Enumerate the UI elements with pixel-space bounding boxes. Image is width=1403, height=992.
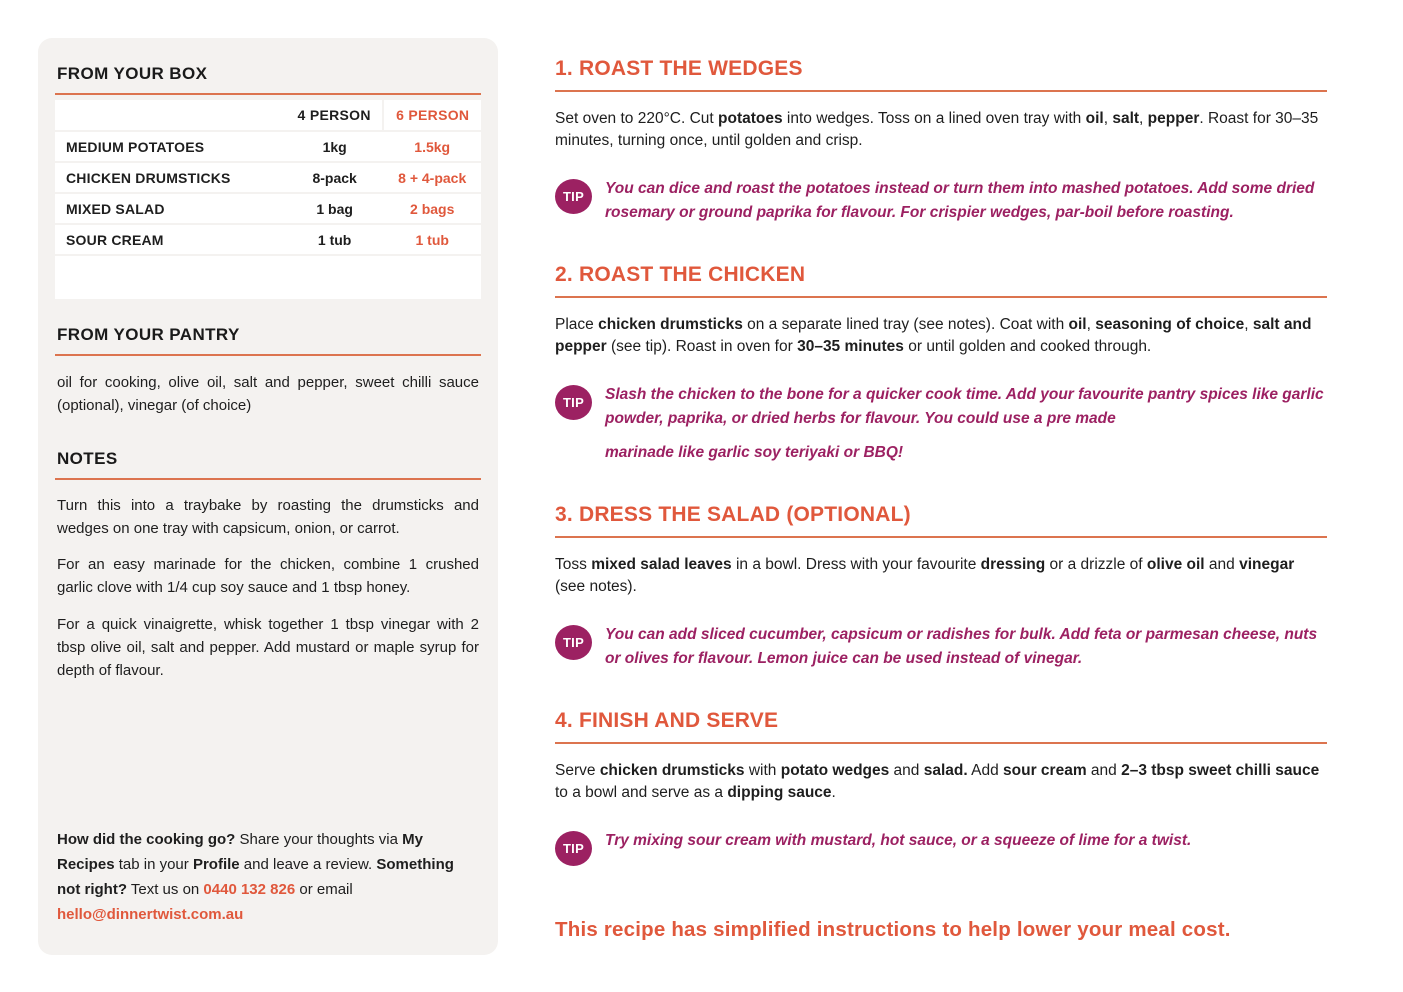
text-run: Set oven to 220°C. Cut <box>555 110 719 127</box>
sidebar-panel <box>38 38 498 955</box>
text-run: and leave a review. <box>239 855 377 873</box>
notes-paragraph: For an easy marinade for the chicken, combine 1 crushed garlic clove with 1/4 cup soy sauce and 1 tbsp honey. <box>57 556 479 597</box>
qty-6-person: 1.5kg <box>383 131 481 162</box>
item-name: SOUR CREAM <box>55 224 286 255</box>
step-1 <box>555 57 1327 225</box>
box-header-empty <box>55 100 286 131</box>
text-run: Serve <box>555 761 600 779</box>
step-1-heading: 1. ROAST THE WEDGES <box>555 57 1327 92</box>
box-table-row <box>55 224 481 255</box>
step-4-body <box>555 760 1327 805</box>
tip-paragraph: Slash the chicken to the bone for a quicker cook time. Add your favourite pantry spices like garlic powder, paprika, or dried herbs for flavour. You could use a pre made <box>605 385 1324 427</box>
text-run: seasoning of choice <box>1095 315 1245 333</box>
box-table-row <box>55 131 481 162</box>
step-3 <box>555 503 1327 671</box>
text-run: with <box>744 761 781 779</box>
text-run: Share your thoughts via <box>235 830 403 848</box>
contact-link[interactable]: 0440 132 826 <box>203 880 296 898</box>
text-run: (see notes). <box>555 578 637 596</box>
sidebar-footer <box>55 827 481 927</box>
text-run: 2–3 tbsp sweet chilli sauce <box>1121 761 1320 779</box>
qty-4-person: 1 tub <box>286 224 384 255</box>
text-run: and <box>889 761 924 779</box>
text-run: Add <box>967 761 1004 779</box>
tip-icon: TIP <box>555 179 592 214</box>
text-run: or email <box>295 880 353 898</box>
qty-6-person: 8 + 4-pack <box>383 162 481 193</box>
step-2 <box>555 263 1327 465</box>
tip-text <box>605 829 1191 853</box>
qty-6-person: 2 bags <box>383 193 481 224</box>
notes-text <box>55 494 481 683</box>
text-run: chicken drumsticks <box>598 315 743 333</box>
qty-4-person: 8-pack <box>286 162 384 193</box>
text-run: chicken drumsticks <box>599 761 745 779</box>
step-4 <box>555 709 1327 866</box>
tip-paragraph: You can dice and roast the potatoes instead or turn them into mashed potatoes. Add some dried rosemary or ground paprika for flavour. For crispier wedges, par-boil before roasting. <box>605 179 1315 221</box>
step-4-heading: 4. FINISH AND SERVE <box>555 709 1327 744</box>
box-header-4-person: 4 PERSON <box>286 100 384 131</box>
tip-paragraph: Try mixing sour cream with mustard, hot sauce, or a squeeze of lime for a twist. <box>605 831 1192 849</box>
text-run: dressing <box>980 555 1046 573</box>
instructions-column <box>555 57 1327 942</box>
text-run: olive oil <box>1146 555 1205 573</box>
text-run: mixed salad leaves <box>591 555 732 573</box>
text-run: into wedges. Toss on a lined oven tray with <box>782 110 1086 127</box>
item-name: CHICKEN DRUMSTICKS <box>55 162 286 193</box>
tip-paragraph: You can add sliced cucumber, capsicum or radishes for bulk. Add feta or parmesan cheese, nuts or olives for flavour. Lemon juice can be used instead of vinegar. <box>605 625 1318 667</box>
text-run: Toss <box>555 555 592 573</box>
text-run: sour cream <box>1003 761 1087 779</box>
text-run: , <box>1139 110 1148 127</box>
step-1-body <box>555 108 1327 153</box>
text-run: and <box>1086 761 1122 779</box>
tip-paragraph: marinade like garlic soy teriyaki or BBQ! <box>605 443 904 461</box>
text-run: 30–35 minutes <box>797 338 904 356</box>
item-name: MIXED SALAD <box>55 193 286 224</box>
text-run: salt and pepper <box>555 315 1312 356</box>
text-run: or until golden and cooked through. <box>903 338 1152 356</box>
item-name: MEDIUM POTATOES <box>55 131 286 162</box>
box-table-spacer-row <box>55 255 481 299</box>
tip-icon: TIP <box>555 625 592 660</box>
text-run: tab in your <box>114 855 193 873</box>
box-header-6-person: 6 PERSON <box>383 100 481 131</box>
text-run: pepper <box>1147 110 1200 127</box>
tip-text <box>605 383 1327 465</box>
pantry-title: FROM YOUR PANTRY <box>55 325 481 356</box>
qty-4-person: 1 bag <box>286 193 384 224</box>
notes-title: NOTES <box>55 449 481 480</box>
text-run: oil <box>1068 315 1087 333</box>
box-table-body <box>55 131 481 299</box>
contact-link[interactable]: hello@dinnertwist.com.au <box>57 905 244 923</box>
text-run: Text us on <box>126 880 204 898</box>
step-2-body <box>555 314 1327 359</box>
notes-paragraph: Turn this into a traybake by roasting the drumsticks and wedges on one tray with capsicum, onion, or carrot. <box>57 496 479 537</box>
text-run: oil <box>1085 110 1104 127</box>
text-run: dipping sauce <box>727 784 832 802</box>
pantry-text: oil for cooking, olive oil, salt and pepper, sweet chilli sauce (optional), vinegar (of choice) <box>57 374 479 415</box>
text-run: . <box>831 784 836 802</box>
step-3-tip <box>555 623 1327 671</box>
step-1-tip <box>555 177 1327 225</box>
box-title: FROM YOUR BOX <box>55 64 481 95</box>
box-table <box>55 100 481 299</box>
text-run: in a bowl. Dress with your favourite <box>731 555 981 573</box>
tip-text <box>605 623 1327 671</box>
text-run: How did the cooking go? <box>57 830 236 848</box>
steps <box>555 57 1327 866</box>
text-run: (see tip). Roast in oven for <box>606 338 798 356</box>
text-run: My Recipes <box>57 830 423 873</box>
tip-icon: TIP <box>555 831 592 866</box>
box-table-row <box>55 162 481 193</box>
text-run: or a drizzle of <box>1045 555 1147 573</box>
text-run: Something not right? <box>57 855 454 898</box>
tagline: This recipe has simplified instructions to help lower your meal cost. <box>555 917 1231 941</box>
tip-text <box>605 177 1327 225</box>
text-run: potatoes <box>718 110 783 127</box>
text-run: salad. <box>923 761 968 779</box>
step-2-heading: 2. ROAST THE CHICKEN <box>555 263 1327 298</box>
step-3-heading: 3. DRESS THE SALAD (OPTIONAL) <box>555 503 1327 538</box>
qty-4-person: 1kg <box>286 131 384 162</box>
qty-6-person: 1 tub <box>383 224 481 255</box>
notes-paragraph: For a quick vinaigrette, whisk together 1 tbsp vinegar with 2 tbsp olive oil, salt and pepper. Add mustard or maple syrup for depth of flavour. <box>57 615 479 679</box>
spacer-cell <box>55 255 481 299</box>
text-run: Profile <box>192 855 240 873</box>
text-run: , <box>1244 315 1253 333</box>
text-run: , <box>1103 110 1113 127</box>
text-run: potato wedges <box>780 761 890 779</box>
step-4-tip <box>555 829 1327 866</box>
text-run: , <box>1086 315 1096 333</box>
text-run: salt <box>1112 110 1140 127</box>
text-run: on a separate lined tray (see notes). Coat with <box>742 315 1069 333</box>
step-3-body <box>555 554 1327 599</box>
step-2-tip <box>555 383 1327 465</box>
text-run: and <box>1204 555 1240 573</box>
text-run: vinegar <box>1239 555 1295 573</box>
text-run: to a bowl and serve as a <box>555 784 728 802</box>
text-run: . Roast for 30–35 minutes, turning once, until golden and crisp. <box>555 110 1319 150</box>
box-table-header-row <box>55 100 481 131</box>
tip-icon: TIP <box>555 385 592 420</box>
text-run: Place <box>555 315 599 333</box>
box-table-row <box>55 193 481 224</box>
